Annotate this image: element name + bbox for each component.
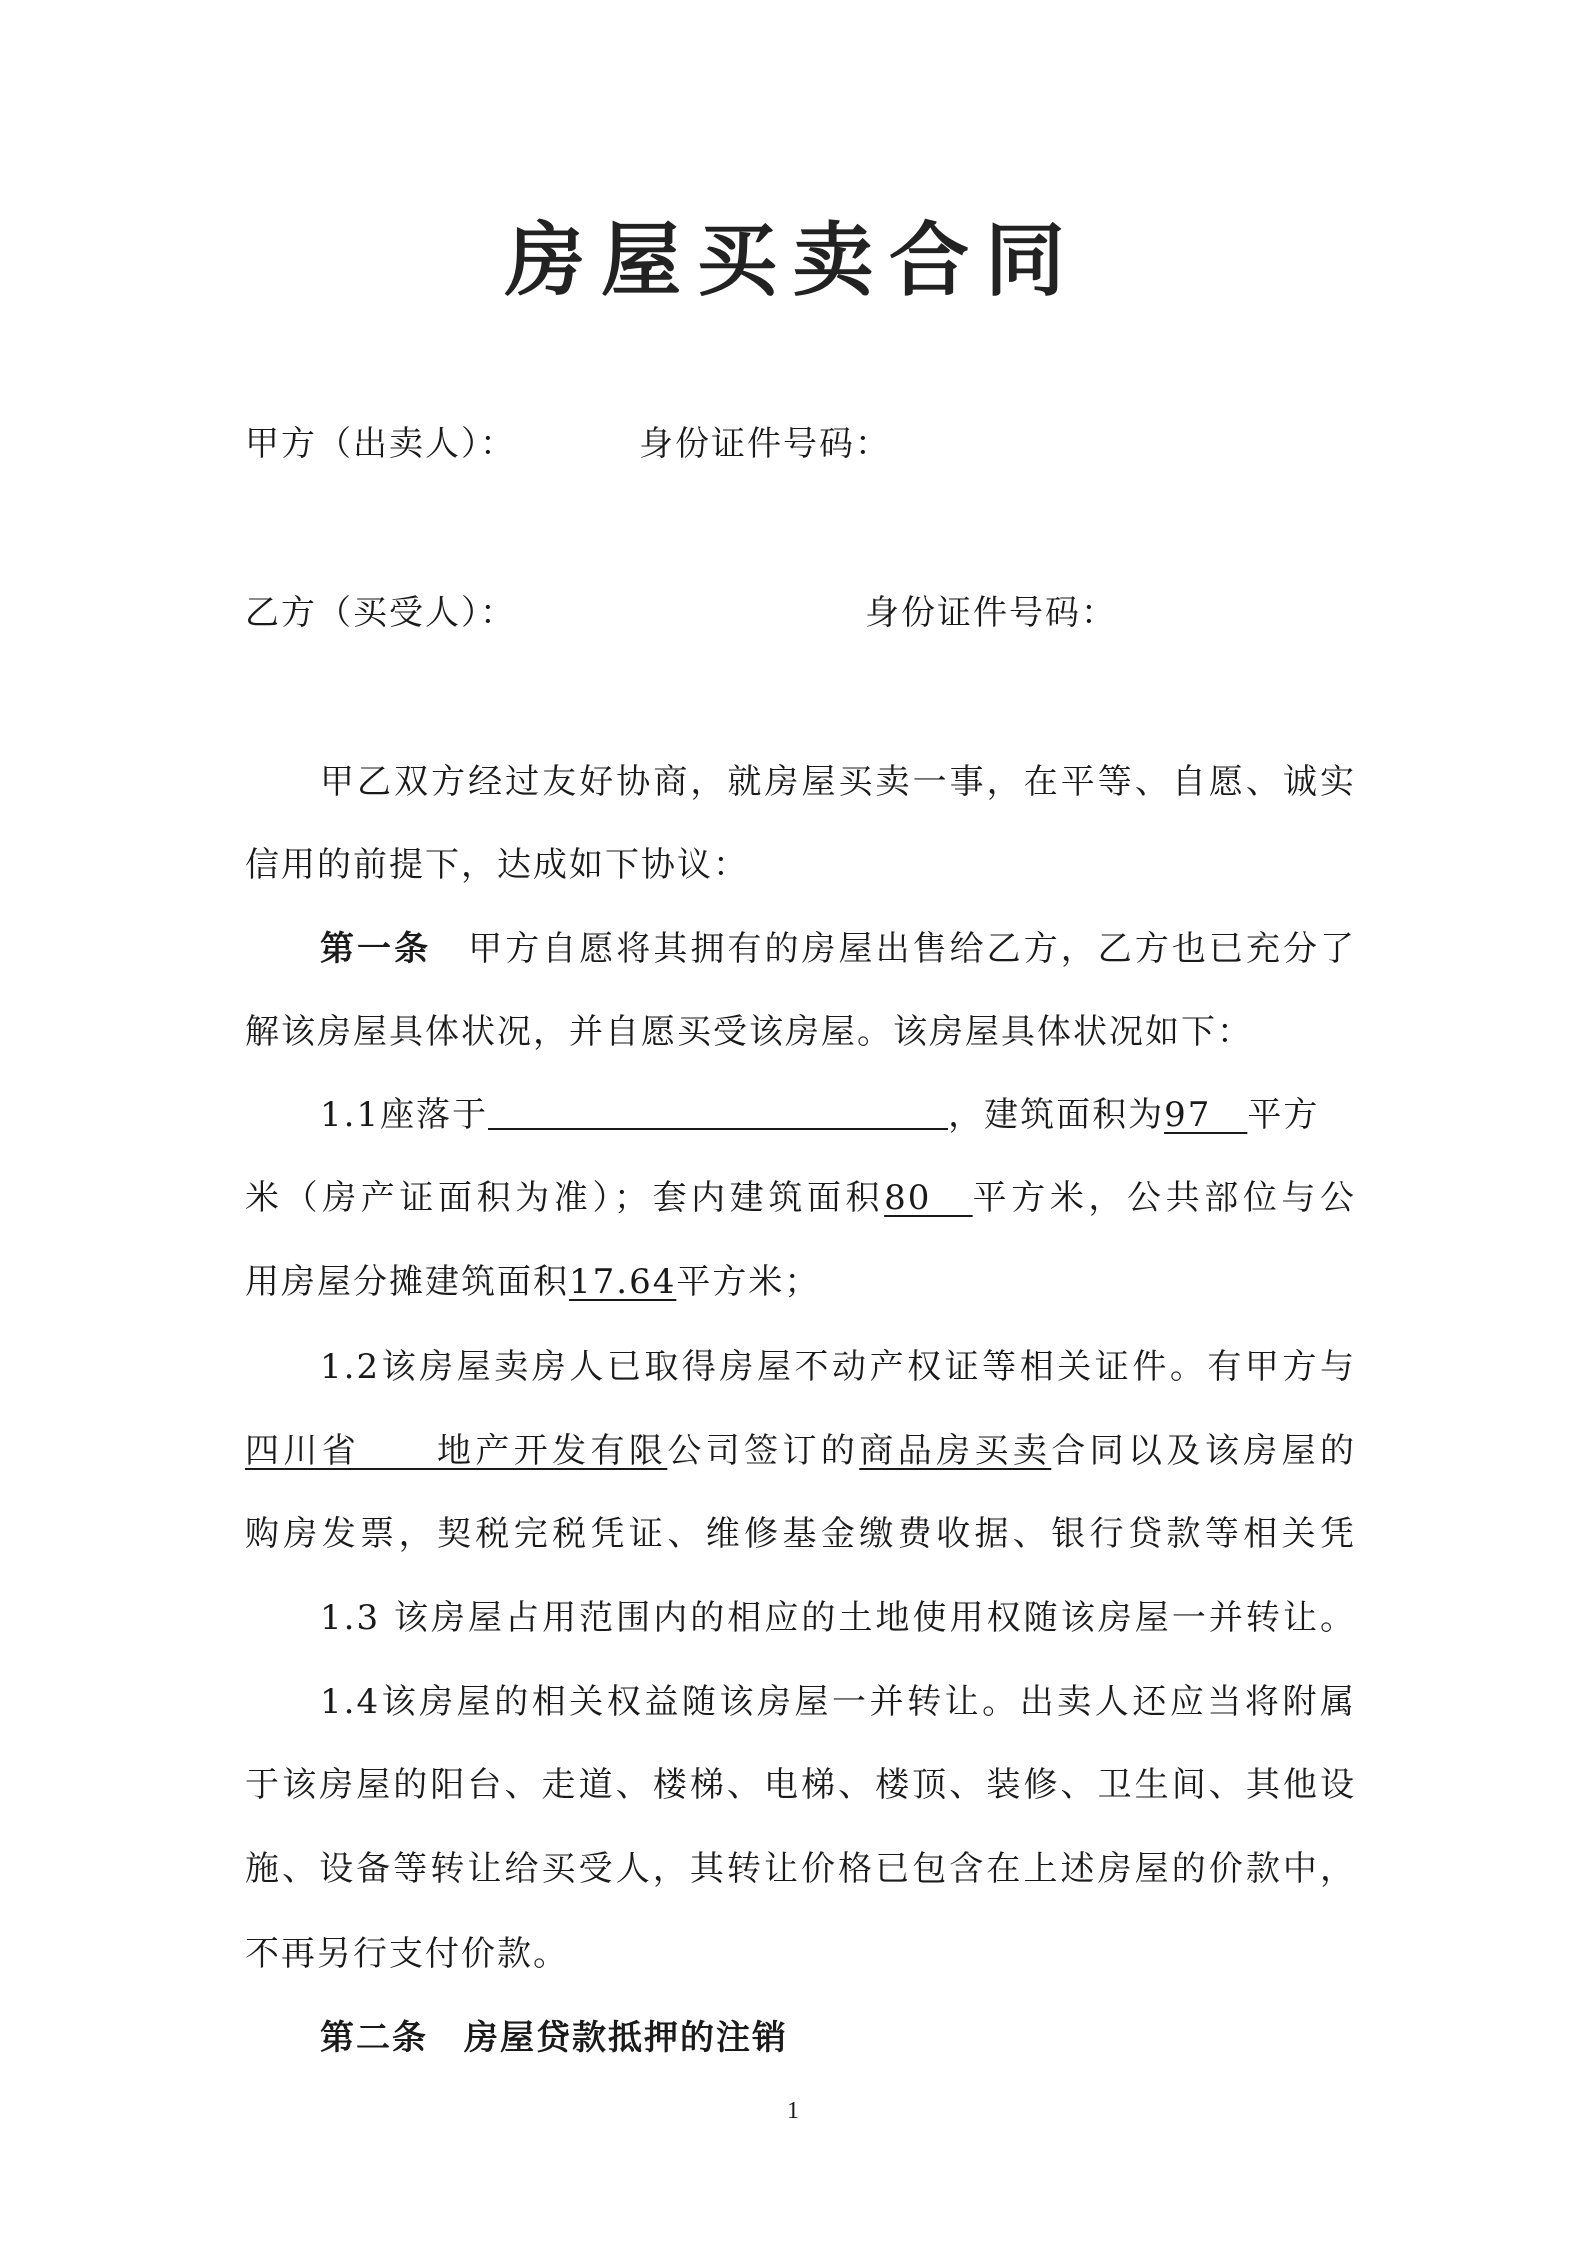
text-segment: 1.4该房屋的相关权益随该房屋一并转让。出卖人还应当将附属 [320,1682,1356,1722]
text-segment: 用房屋分摊建筑面积 [245,1262,569,1302]
body-line [320,1576,1356,1660]
body-line [245,1156,1356,1240]
body-line [245,823,1356,907]
party-b-label: 乙方（买受人）： [245,593,516,633]
body-line [245,1409,1356,1493]
body-line [245,990,1356,1074]
body-line [245,1827,1356,1911]
filled-value: 17.64 [569,1262,677,1302]
text-segment: 解该房屋具体状况，并自愿买受该房屋。该房屋具体状况如下： [245,1012,1253,1052]
text-segment: 合同以及该房屋的 [1051,1431,1356,1471]
text-segment: 平方 [1247,1095,1320,1135]
body-line [320,1660,1356,1744]
party-a-id-label: 身份证件号码： [639,424,891,464]
body-line [320,1325,1356,1409]
text-segment: 1.3 该房屋占用范围内的相应的土地使用权随该房屋一并转让。 [320,1598,1356,1638]
clause-heading: 第二条 房屋贷款抵押的注销 [320,2018,788,2058]
body-line [320,1996,1356,2080]
body-line [245,1492,1356,1576]
text-segment: 施、设备等转让给买受人，其转让价格已包含在上述房屋的价款中， [245,1849,1356,1889]
text-segment: 于该房屋的阳台、走道、楼梯、电梯、楼顶、装修、卫生间、其他设 [245,1765,1356,1805]
text-segment: 公司签订的 [667,1431,860,1471]
body-line [320,907,1356,991]
text-segment: 平方米； [676,1262,821,1302]
text-segment: 1.2该房屋卖房人已取得房屋不动产权证等相关证件。有甲方与 [320,1347,1356,1387]
address-blank [488,1098,948,1130]
text-segment: 平方米，公共部位与公 [972,1178,1356,1218]
clause-heading: 第一条 [320,929,432,969]
filled-value: 四川省 地产开发有限 [245,1431,668,1471]
text-segment: 购房发票，契税完税凭证、维修基金缴费收据、银行贷款等相关凭 [245,1514,1356,1554]
body-line [320,740,1356,824]
text-segment: 甲乙双方经过友好协商，就房屋买卖一事，在平等、自愿、诚实 [320,762,1356,802]
text-segment: ，建筑面积为 [948,1095,1165,1135]
text-segment: 1.1座落于 [320,1095,489,1135]
text-segment: 信用的前提下，达成如下协议： [245,845,749,885]
body-line [320,1073,1356,1157]
page-number: 1 [787,2098,799,2124]
filled-value: 商品房买卖 [859,1431,1052,1471]
document-title: 房屋买卖合同 [505,213,1081,307]
text-segment: 不再另行支付价款。 [245,1934,569,1974]
body-line [245,1743,1356,1827]
text-segment: 甲方自愿将其拥有的房屋出售给乙方，乙方也已充分了 [431,929,1356,969]
filled-value: 97 [1164,1095,1248,1135]
party-a-label: 甲方（出卖人）： [245,424,516,464]
body-line [245,1912,1356,1996]
text-segment: 米（房产证面积为准）；套内建筑面积 [245,1178,885,1218]
body-line [245,1240,1356,1324]
filled-value: 80 [884,1178,973,1218]
party-b-id-label: 身份证件号码： [865,593,1117,633]
